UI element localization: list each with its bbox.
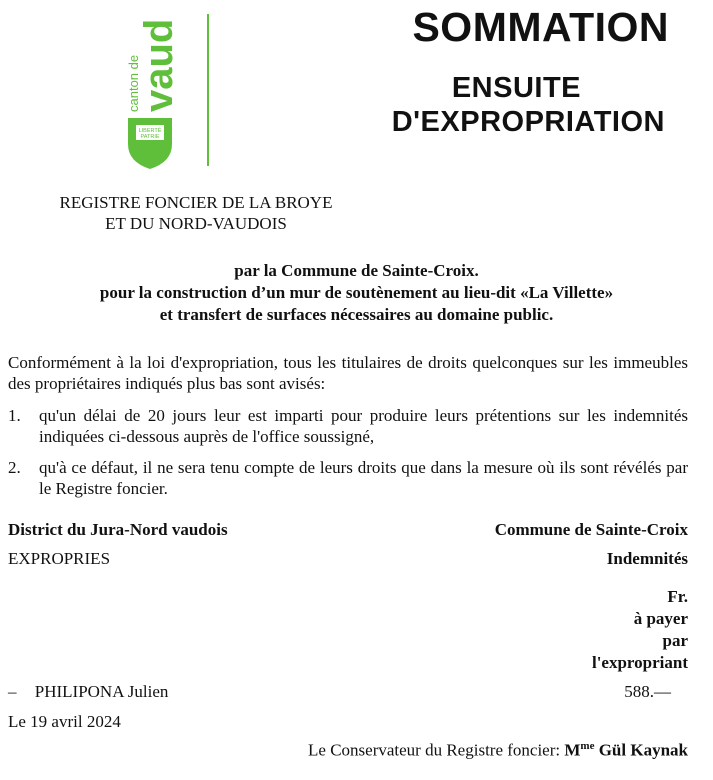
- commune-label: Commune de Sainte-Croix: [494, 520, 688, 539]
- registry-name: [0, 192, 392, 234]
- svg-text:PATRIE: PATRIE: [140, 134, 160, 140]
- table-row: [8, 681, 688, 702]
- list-item: [8, 405, 688, 447]
- title-expropriation: D'EXPROPRIATION: [391, 106, 665, 138]
- district-label: District du Jura-Nord vaudois: [8, 520, 228, 539]
- row-dash: –: [8, 682, 17, 701]
- unit-line: Fr.: [667, 587, 688, 606]
- list-item-text: qu'un délai de 20 jours leur est imparti pour produire leurs prétentions sur les indemnités indiquées ci-dessous auprès de l'office soussigné,: [39, 406, 688, 446]
- signature: [308, 740, 688, 761]
- amount-unit: [592, 586, 688, 674]
- unit-line: l'expropriant: [591, 653, 688, 672]
- intro-block: [8, 260, 705, 326]
- column-indemnites: Indemnités: [606, 549, 688, 568]
- intro-line: pour la construction d’un mur de soutènement au lieu-dit «La Villette»: [99, 283, 614, 302]
- list-item: [8, 457, 688, 499]
- signature-title-sup: me: [580, 740, 595, 752]
- registry-line: REGISTRE FONCIER DE LA BROYE: [59, 193, 333, 212]
- svg-text:LIBERTÉ: LIBERTÉ: [138, 128, 162, 134]
- amount-value: 588.—: [624, 682, 671, 701]
- unit-line: par: [662, 631, 688, 650]
- signature-name: Gül Kaynak: [598, 740, 688, 760]
- logo-text-large: vaud: [137, 18, 181, 112]
- table-columns: [8, 548, 688, 569]
- list-item-number: 1.: [8, 406, 21, 425]
- column-expropries: EXPROPRIES: [8, 549, 111, 568]
- logo-text-small: canton de: [126, 54, 141, 112]
- table-header: [8, 519, 688, 540]
- intro-line: et transfert de surfaces nécessaires au domaine public.: [159, 305, 554, 324]
- title-ensuite: ENSUITE: [451, 72, 581, 104]
- registry-line: ET DU NORD-VAUDOIS: [105, 214, 287, 233]
- list-item-text: qu'à ce défaut, il ne sera tenu compte de leurs droits que dans la mesure où ils sont révélés par le Registre foncier.: [39, 458, 688, 498]
- signature-title: M: [564, 740, 581, 760]
- unit-line: à payer: [633, 609, 688, 628]
- canton-vaud-logo: [124, 12, 181, 170]
- logo-divider: [207, 14, 209, 166]
- title-sommation: SOMMATION: [412, 4, 669, 50]
- signature-role: Le Conservateur du Registre foncier:: [308, 740, 561, 760]
- list-item-number: 2.: [8, 458, 21, 477]
- body-paragraph: Conformément à la loi d'expropriation, tous les titulaires de droits quelconques sur les immeubles des propriétaires indiqués plus bas sont avisés:: [8, 353, 688, 393]
- intro-line: par la Commune de Sainte-Croix.: [234, 261, 479, 280]
- owner-name: PHILIPONA Julien: [34, 682, 169, 701]
- date: Le 19 avril 2024: [8, 712, 121, 731]
